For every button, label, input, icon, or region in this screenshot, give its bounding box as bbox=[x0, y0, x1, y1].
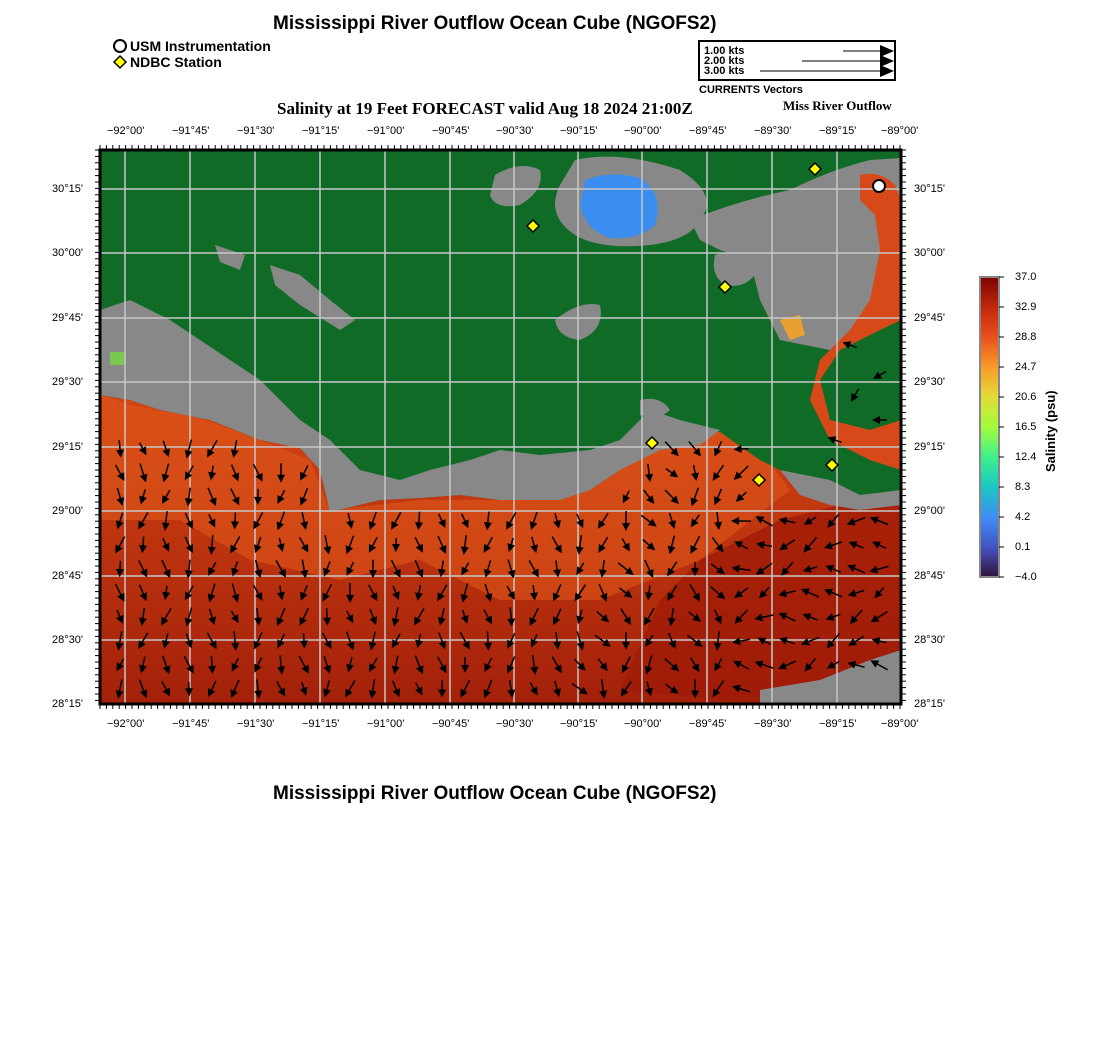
x-tick-top-7: −90°30' bbox=[496, 125, 534, 137]
y-tick-left-5: 29°15' bbox=[52, 441, 83, 453]
x-tick-bottom-13: −89°00' bbox=[881, 718, 919, 730]
colorbar-label-3: 28.8 bbox=[1015, 331, 1037, 343]
x-tick-bottom-1: −92°00' bbox=[107, 718, 145, 730]
colorbar-label-10: 0.1 bbox=[1015, 541, 1031, 553]
y-tick-right-6: 29°00' bbox=[914, 505, 945, 517]
x-tick-bottom-9: −90°00' bbox=[624, 718, 662, 730]
x-tick-bottom-12: −89°15' bbox=[819, 718, 857, 730]
vector-label-1: 1.00 kts bbox=[704, 45, 745, 57]
x-tick-bottom-7: −90°30' bbox=[496, 718, 534, 730]
x-tick-bottom-11: −89°30' bbox=[754, 718, 792, 730]
x-tick-bottom-3: −91°30' bbox=[237, 718, 275, 730]
vector-key-title: CURRENTS Vectors bbox=[699, 84, 803, 96]
x-tick-bottom-8: −90°15' bbox=[560, 718, 598, 730]
x-tick-top-10: −89°45' bbox=[689, 125, 727, 137]
y-tick-right-8: 28°30' bbox=[914, 634, 945, 646]
brackish-patch-west bbox=[110, 352, 125, 365]
map-title: Salinity at 19 Feet FORECAST valid Aug 18 2024 21:00Z bbox=[277, 99, 693, 118]
x-tick-top-6: −90°45' bbox=[432, 125, 470, 137]
colorbar-label-1: 37.0 bbox=[1015, 271, 1037, 283]
colorbar-title: Salinity (psu) bbox=[1043, 390, 1058, 472]
y-tick-left-6: 29°00' bbox=[52, 505, 83, 517]
colorbar-label-11: −4.0 bbox=[1015, 571, 1037, 583]
x-tick-bottom-5: −91°00' bbox=[367, 718, 405, 730]
x-tick-top-11: −89°30' bbox=[754, 125, 792, 137]
colorbar-label-5: 20.6 bbox=[1015, 391, 1037, 403]
y-tick-left-8: 28°30' bbox=[52, 634, 83, 646]
map-layers bbox=[100, 150, 901, 704]
colorbar-label-7: 12.4 bbox=[1015, 451, 1037, 463]
colorbar-label-4: 24.7 bbox=[1015, 361, 1037, 373]
x-tick-bottom-4: −91°15' bbox=[302, 718, 340, 730]
x-tick-top-13: −89°00' bbox=[881, 125, 919, 137]
vector-label-3: 3.00 kts bbox=[704, 65, 745, 77]
x-tick-top-1: −92°00' bbox=[107, 125, 145, 137]
legend-usm-label: USM Instrumentation bbox=[130, 37, 271, 54]
x-tick-top-9: −90°00' bbox=[624, 125, 662, 137]
x-tick-top-3: −91°30' bbox=[237, 125, 275, 137]
x-tick-top-4: −91°15' bbox=[302, 125, 340, 137]
y-tick-right-1: 30°15' bbox=[914, 183, 945, 195]
y-tick-right-7: 28°45' bbox=[914, 570, 945, 582]
y-tick-right-3: 29°45' bbox=[914, 312, 945, 324]
x-tick-top-2: −91°45' bbox=[172, 125, 210, 137]
y-tick-right-5: 29°15' bbox=[914, 441, 945, 453]
y-tick-right-9: 28°15' bbox=[914, 698, 945, 710]
y-tick-left-1: 30°15' bbox=[52, 183, 83, 195]
region-title: Miss River Outflow bbox=[783, 98, 892, 113]
usm-station bbox=[873, 180, 885, 192]
y-tick-right-2: 30°00' bbox=[914, 247, 945, 259]
x-tick-bottom-10: −89°45' bbox=[689, 718, 727, 730]
y-tick-right-4: 29°30' bbox=[914, 376, 945, 388]
y-tick-left-3: 29°45' bbox=[52, 312, 83, 324]
y-tick-left-7: 28°45' bbox=[52, 570, 83, 582]
colorbar-label-2: 32.9 bbox=[1015, 301, 1037, 313]
x-tick-top-12: −89°15' bbox=[819, 125, 857, 137]
salinity-colorbar bbox=[970, 270, 1010, 585]
vector-label-2: 2.00 kts bbox=[704, 55, 745, 67]
x-tick-top-8: −90°15' bbox=[560, 125, 598, 137]
x-tick-top-5: −91°00' bbox=[367, 125, 405, 137]
secondary-title: Mississippi River Outflow Ocean Cube (NGOFS2) bbox=[273, 783, 717, 804]
y-tick-left-9: 28°15' bbox=[52, 698, 83, 710]
x-tick-bottom-2: −91°45' bbox=[172, 718, 210, 730]
legend-ndbc-label: NDBC Station bbox=[130, 53, 222, 70]
main-title: Mississippi River Outflow Ocean Cube (NGOFS2) bbox=[273, 13, 717, 34]
colorbar-label-8: 8.3 bbox=[1015, 481, 1031, 493]
y-tick-left-2: 30°00' bbox=[52, 247, 83, 259]
y-tick-left-4: 29°30' bbox=[52, 376, 83, 388]
colorbar-label-9: 4.2 bbox=[1015, 511, 1031, 523]
colorbar-gradient bbox=[980, 277, 999, 577]
colorbar-label-6: 16.5 bbox=[1015, 421, 1037, 433]
x-tick-bottom-6: −90°45' bbox=[432, 718, 470, 730]
